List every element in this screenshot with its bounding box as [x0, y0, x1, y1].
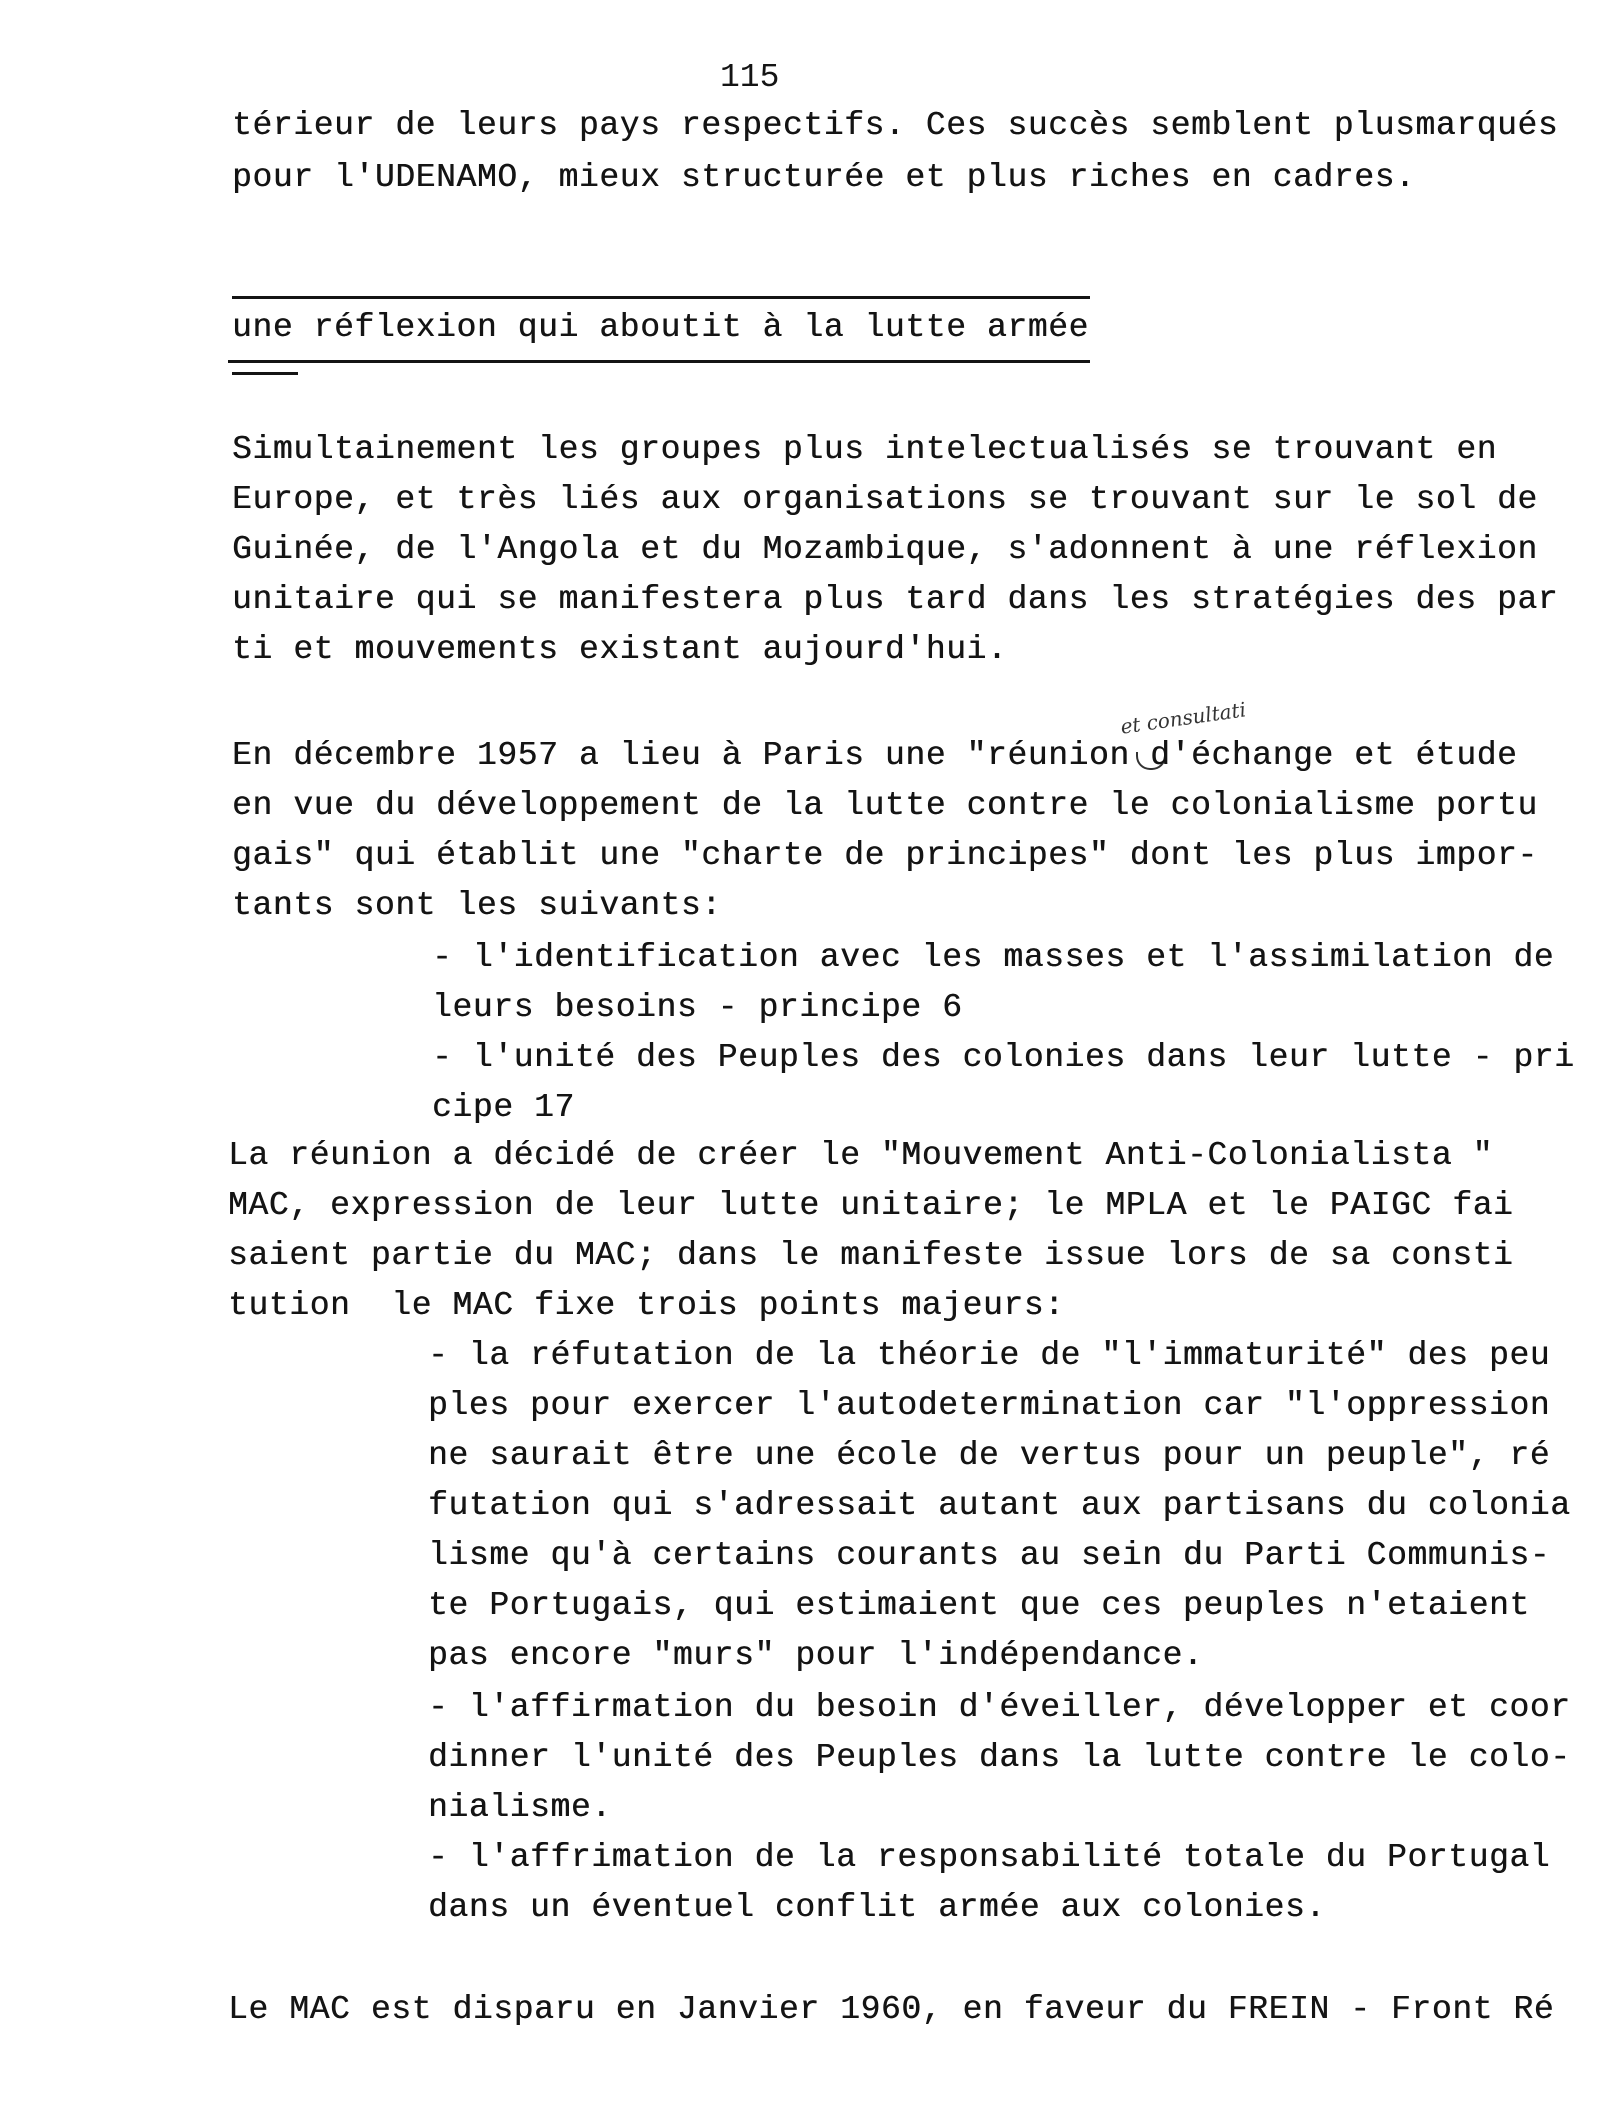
paragraph-3-line-2: MAC, expression de leur lutte unitaire; le MPLA et le PAIGC fai [228, 1187, 1514, 1224]
page-number: 115 [720, 59, 780, 96]
point-line-10: nialisme. [428, 1789, 612, 1826]
point-line-12: dans un éventuel conflit armée aux colonies. [428, 1889, 1326, 1926]
paragraph-3-line-1: La réunion a décidé de créer le "Mouvement Anti-Colonialista " [228, 1137, 1493, 1174]
paragraph-1-line-4: unitaire qui se manifestera plus tard dans les stratégies des par [232, 581, 1559, 618]
point-line-4: futation qui s'adressait autant aux partisans du colonia [428, 1487, 1571, 1524]
paragraph-2-line-2: en vue du développement de la lutte contre le colonialisme portu [232, 787, 1538, 824]
section-heading: une réflexion qui aboutit à la lutte armée [232, 309, 1089, 346]
paragraph-1-line-3: Guinée, de l'Angola et du Mozambique, s'adonnent à une réflexion [232, 531, 1538, 568]
point-line-9: dinner l'unité des Peuples dans la lutte contre le colo- [428, 1739, 1571, 1776]
paragraph-1-line-1: Simultainement les groupes plus intelectualisés se trouvant en [232, 431, 1497, 468]
point-line-2: ples pour exercer l'autodetermination car "l'oppression [428, 1387, 1551, 1424]
principle-line-3: - l'unité des Peuples des colonies dans leur lutte - pri [432, 1039, 1575, 1076]
heading-rule-top [232, 296, 1090, 299]
point-line-8: - l'affirmation du besoin d'éveiller, développer et coor [428, 1689, 1571, 1726]
principle-line-4: cipe 17 [432, 1089, 575, 1126]
point-line-7: pas encore "murs" pour l'indépendance. [428, 1637, 1204, 1674]
closing-line: Le MAC est disparu en Janvier 1960, en faveur du FREIN - Front Ré [228, 1991, 1555, 2028]
heading-underline [228, 360, 1090, 363]
point-line-6: te Portugais, qui estimaient que ces peuples n'etaient [428, 1587, 1530, 1624]
intro-line-2: pour l'UDENAMO, mieux structurée et plus riches en cadres. [232, 159, 1416, 196]
paragraph-2-line-4: tants sont les suivants: [232, 887, 722, 924]
handwritten-annotation: et consultati [1118, 697, 1248, 739]
intro-line-1: térieur de leurs pays respectifs. Ces succès semblent plusmarqués [232, 107, 1559, 144]
paragraph-3-line-3: saient partie du MAC; dans le manifeste issue lors de sa consti [228, 1237, 1514, 1274]
paragraph-3-line-4: tution le MAC fixe trois points majeurs: [228, 1287, 1065, 1324]
paragraph-2-line-3: gais" qui établit une "charte de principes" dont les plus impor- [232, 837, 1538, 874]
principle-line-2: leurs besoins - principe 6 [432, 989, 963, 1026]
point-line-1: - la réfutation de la théorie de "l'immaturité" des peu [428, 1337, 1551, 1374]
point-line-11: - l'affrimation de la responsabilité totale du Portugal [428, 1839, 1551, 1876]
point-line-3: ne saurait être une école de vertus pour un peuple", ré [428, 1437, 1551, 1474]
paragraph-1-line-2: Europe, et très liés aux organisations se trouvant sur le sol de [232, 481, 1538, 518]
paragraph-1-line-5: ti et mouvements existant aujourd'hui. [232, 631, 1008, 668]
point-line-5: lisme qu'à certains courants au sein du Parti Communis- [428, 1537, 1551, 1574]
heading-underline-short [232, 372, 298, 375]
principle-line-1: - l'identification avec les masses et l'assimilation de [432, 939, 1555, 976]
paragraph-2-line-1: En décembre 1957 a lieu à Paris une "réunion d'échange et étude [232, 737, 1518, 774]
